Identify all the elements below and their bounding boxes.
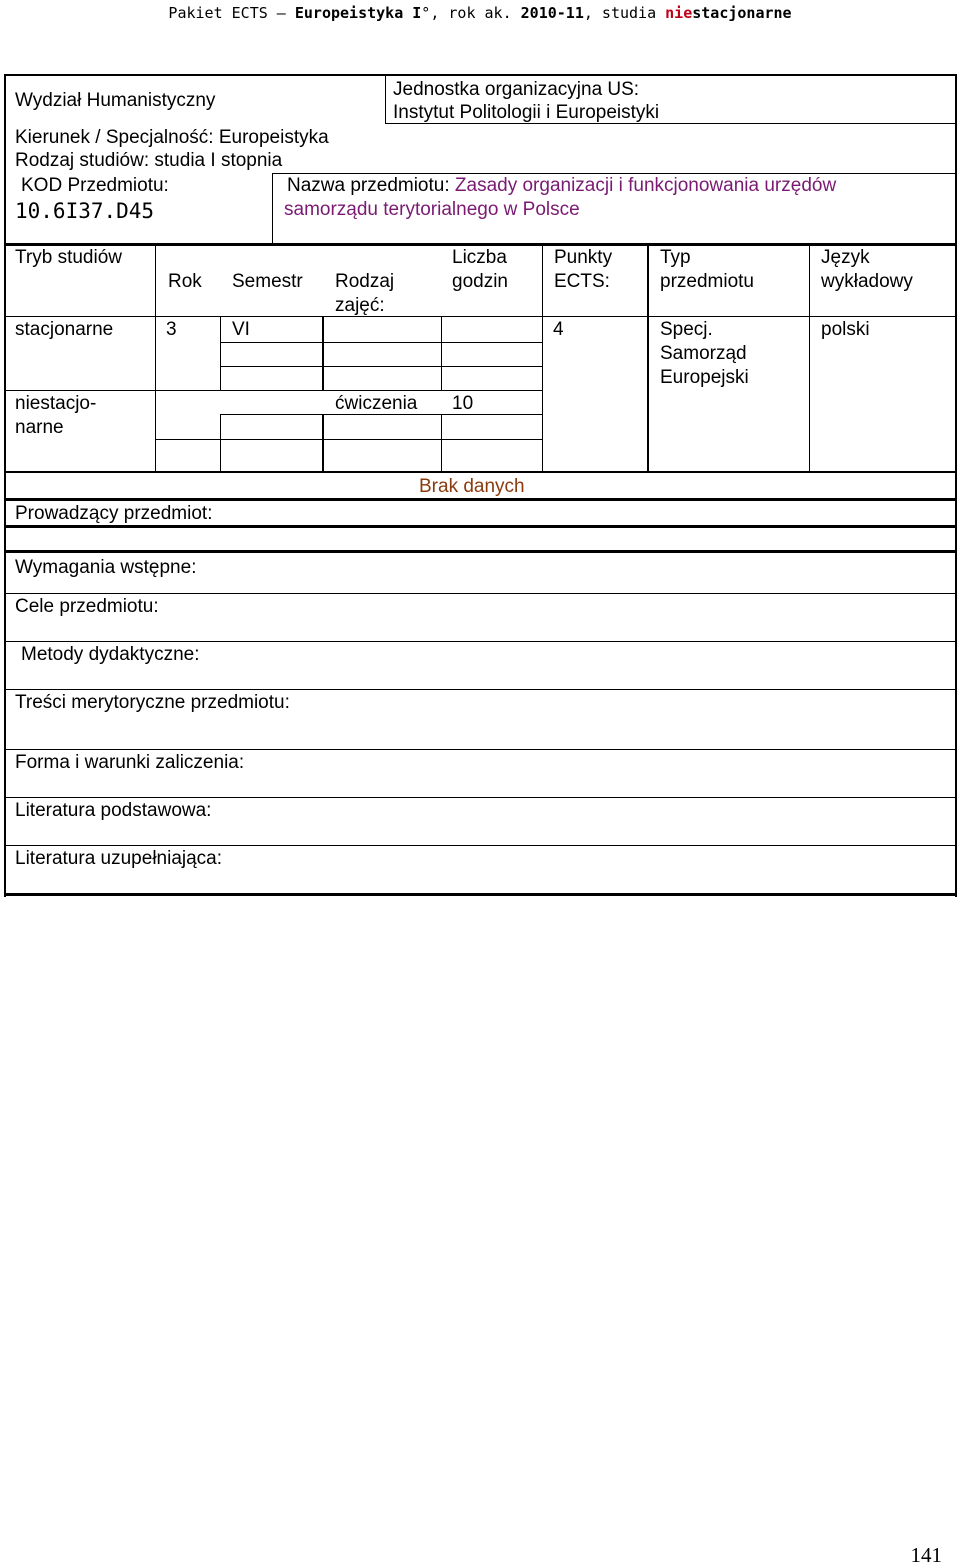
col-ects-header: Punkty (554, 247, 613, 268)
subject-type-value-2: Samorząd (660, 343, 747, 364)
direction-label: Kierunek / Specjalność: (15, 127, 219, 148)
unit-label: Jednostka organizacyjna US: (393, 79, 640, 100)
requirements-label: Wymagania wstępne: (15, 557, 197, 578)
code-label: KOD Przedmiotu: (21, 175, 169, 196)
col-subject-type-header: Typ (660, 247, 691, 268)
assessment-label: Forma i warunki zaliczenia: (15, 752, 245, 773)
unit-value: Instytut Politologii i Europeistyki (393, 102, 660, 123)
header-program: Europeistyka I (294, 4, 422, 22)
direction-value: Europeistyka (218, 127, 329, 148)
row-part-time: niestacjo- (15, 393, 97, 414)
header-year: 2010-11 (520, 4, 584, 22)
header-part: Pakiet ECTS – (168, 4, 295, 22)
col-mode-header: Tryb studiów (15, 247, 122, 268)
col-lang-header: Język (821, 247, 870, 268)
study-type-row (15, 149, 282, 172)
no-data-label: Brak danych (419, 476, 525, 497)
col-type-header: Rodzaj (335, 271, 395, 292)
header-part: , studia (583, 4, 666, 22)
lecturer-label: Prowadzący przedmiot: (15, 503, 213, 524)
header-part: °, rok ak. (421, 4, 521, 22)
year-value: 3 (166, 319, 177, 340)
name-label: Nazwa przedmiotu: (287, 175, 455, 196)
name-value-line2: samorządu terytorialnego w Polsce (284, 199, 580, 220)
contents-label: Treści merytoryczne przedmiotu: (15, 692, 290, 713)
literature-basic-label: Literatura podstawowa: (15, 800, 212, 821)
col-subject-type-header-2: przedmiotu (660, 271, 754, 292)
page-number: 141 (910, 1543, 942, 1567)
name-value: Zasady organizacji i funkcjonowania urzędów (454, 175, 837, 196)
col-ects-header-2: ECTS: (554, 271, 610, 292)
direction-row (15, 126, 329, 149)
faculty-label: Wydział Humanistyczny (15, 90, 216, 111)
literature-extra-label: Literatura uzupełniająca: (15, 848, 223, 869)
col-year-header: Rok (168, 271, 202, 292)
study-type-label: Rodzaj studiów: (15, 150, 155, 171)
running-header (0, 4, 960, 22)
col-hours-header: Liczba (452, 247, 507, 268)
col-semester-header: Semestr (232, 271, 303, 292)
methods-label: Metody dydaktyczne: (21, 644, 200, 665)
class-type-value: ćwiczenia (335, 393, 418, 414)
subject-type-value-3: Europejski (660, 367, 749, 388)
name-row (287, 174, 836, 197)
ects-value: 4 (553, 319, 564, 340)
hours-value: 10 (452, 393, 474, 414)
semester-value: VI (232, 319, 250, 340)
col-hours-header-2: godzin (452, 271, 508, 292)
row-part-time-2: narne (15, 417, 64, 438)
header-nie: nie (665, 4, 693, 22)
study-type-value: studia I stopnia (154, 150, 283, 171)
goals-label: Cele przedmiotu: (15, 596, 159, 617)
lang-value: polski (821, 319, 870, 340)
row-full-time: stacjonarne (15, 319, 114, 340)
header-mode: stacjonarne (692, 4, 792, 22)
col-lang-header-2: wykładowy (821, 271, 913, 292)
code-value: 10.6I37.D45 (15, 199, 155, 223)
col-type-header-2: zajęć: (335, 295, 385, 316)
subject-type-value: Specj. (660, 319, 713, 340)
